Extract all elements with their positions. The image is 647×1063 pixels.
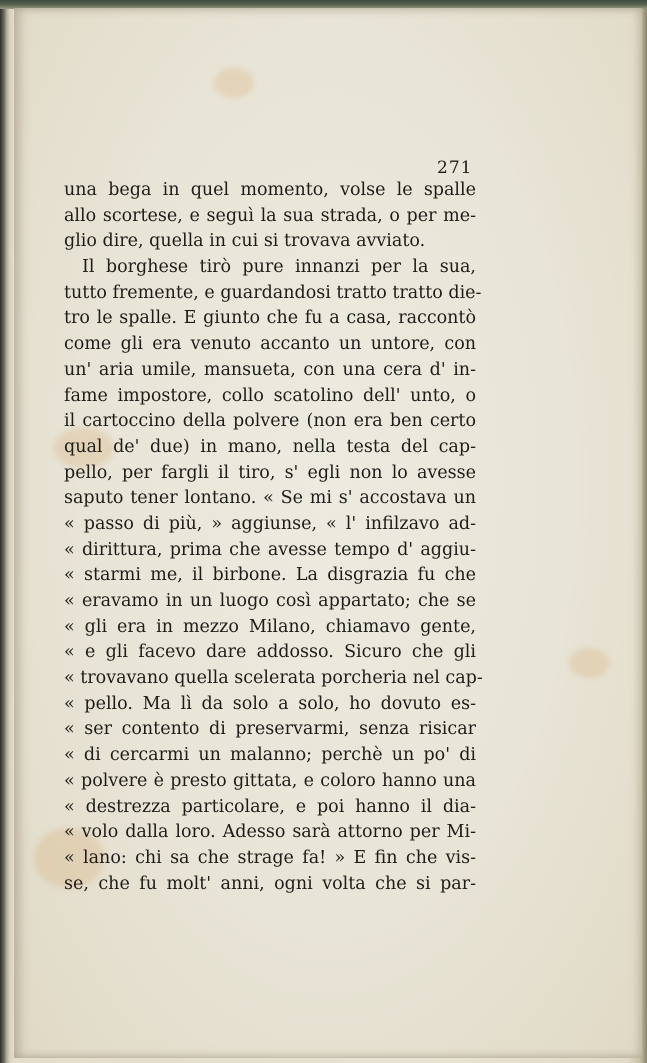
text-line: « e gli facevo dare addosso. Sicuro che gli (64, 642, 476, 663)
text-line: il cartoccino della polvere (non era ben certo (64, 411, 476, 432)
foxing-stain (569, 648, 609, 678)
text-line: saputo tener lontano. « Se mi s' accostava un (64, 488, 476, 509)
text-line: un' aria umile, mansueta, con una cera d' in- (64, 359, 476, 380)
text-line: « destrezza particolare, e poi hanno il dia- (64, 796, 476, 817)
text-line: allo scortese, e seguì la sua strada, o per me- (64, 205, 476, 226)
text-line: « eravamo in un luogo così appartato; che se (64, 591, 476, 611)
text-line: « lano: chi sa che strage fa! » E fin che vis- (64, 847, 476, 868)
body-text (64, 178, 483, 897)
text-line: « di cercarmi un malanno; perchè un po' di (64, 745, 476, 766)
text-line: « polvere è presto gittata, e coloro hanno una (64, 770, 476, 791)
text-line: tutto fremente, e guardandosi tratto tratto die- (64, 282, 482, 303)
text-line: pello, per fargli il tiro, s' egli non lo avesse (64, 462, 476, 483)
page-number: 271 (437, 158, 473, 178)
text-line: « gli era in mezzo Milano, chiamavo gente, (64, 616, 476, 637)
text-line: come gli era venuto accanto un untore, con (64, 334, 476, 355)
text-line: « pello. Ma lì da solo a solo, ho dovuto es- (64, 693, 476, 714)
text-line: « passo di più, » aggiunse, « l' infilzavo ad- (64, 513, 476, 534)
text-line: qual de' due) in mano, nella testa del cap- (64, 436, 476, 457)
text-line: « ser contento di preservarmi, senza risicar (64, 719, 476, 740)
foxing-stain (214, 68, 254, 98)
text-line: una bega in quel momento, volse le spalle (64, 180, 476, 200)
text-line: « dirittura, prima che avesse tempo d' aggiu- (64, 539, 476, 560)
text-line: Il borghese tirò pure innanzi per la sua, (82, 257, 476, 278)
text-line: « starmi me, il birbone. La disgrazia fu che (64, 565, 476, 586)
text-line: « trovavano quella scelerata porcheria nel cap- (64, 668, 483, 689)
text-line: se, che fu molt' anni, ogni volta che si par- (64, 873, 476, 894)
text-line: tro le spalle. E giunto che fu a casa, raccontò (64, 308, 476, 329)
text-line: fame impostore, collo scatolino dell' unto, o (64, 385, 476, 406)
text-line: glio dire, quella in cui si trovava avviato. (64, 231, 426, 252)
text-line: « volo dalla loro. Adesso sarà attorno per Mi- (64, 822, 476, 843)
